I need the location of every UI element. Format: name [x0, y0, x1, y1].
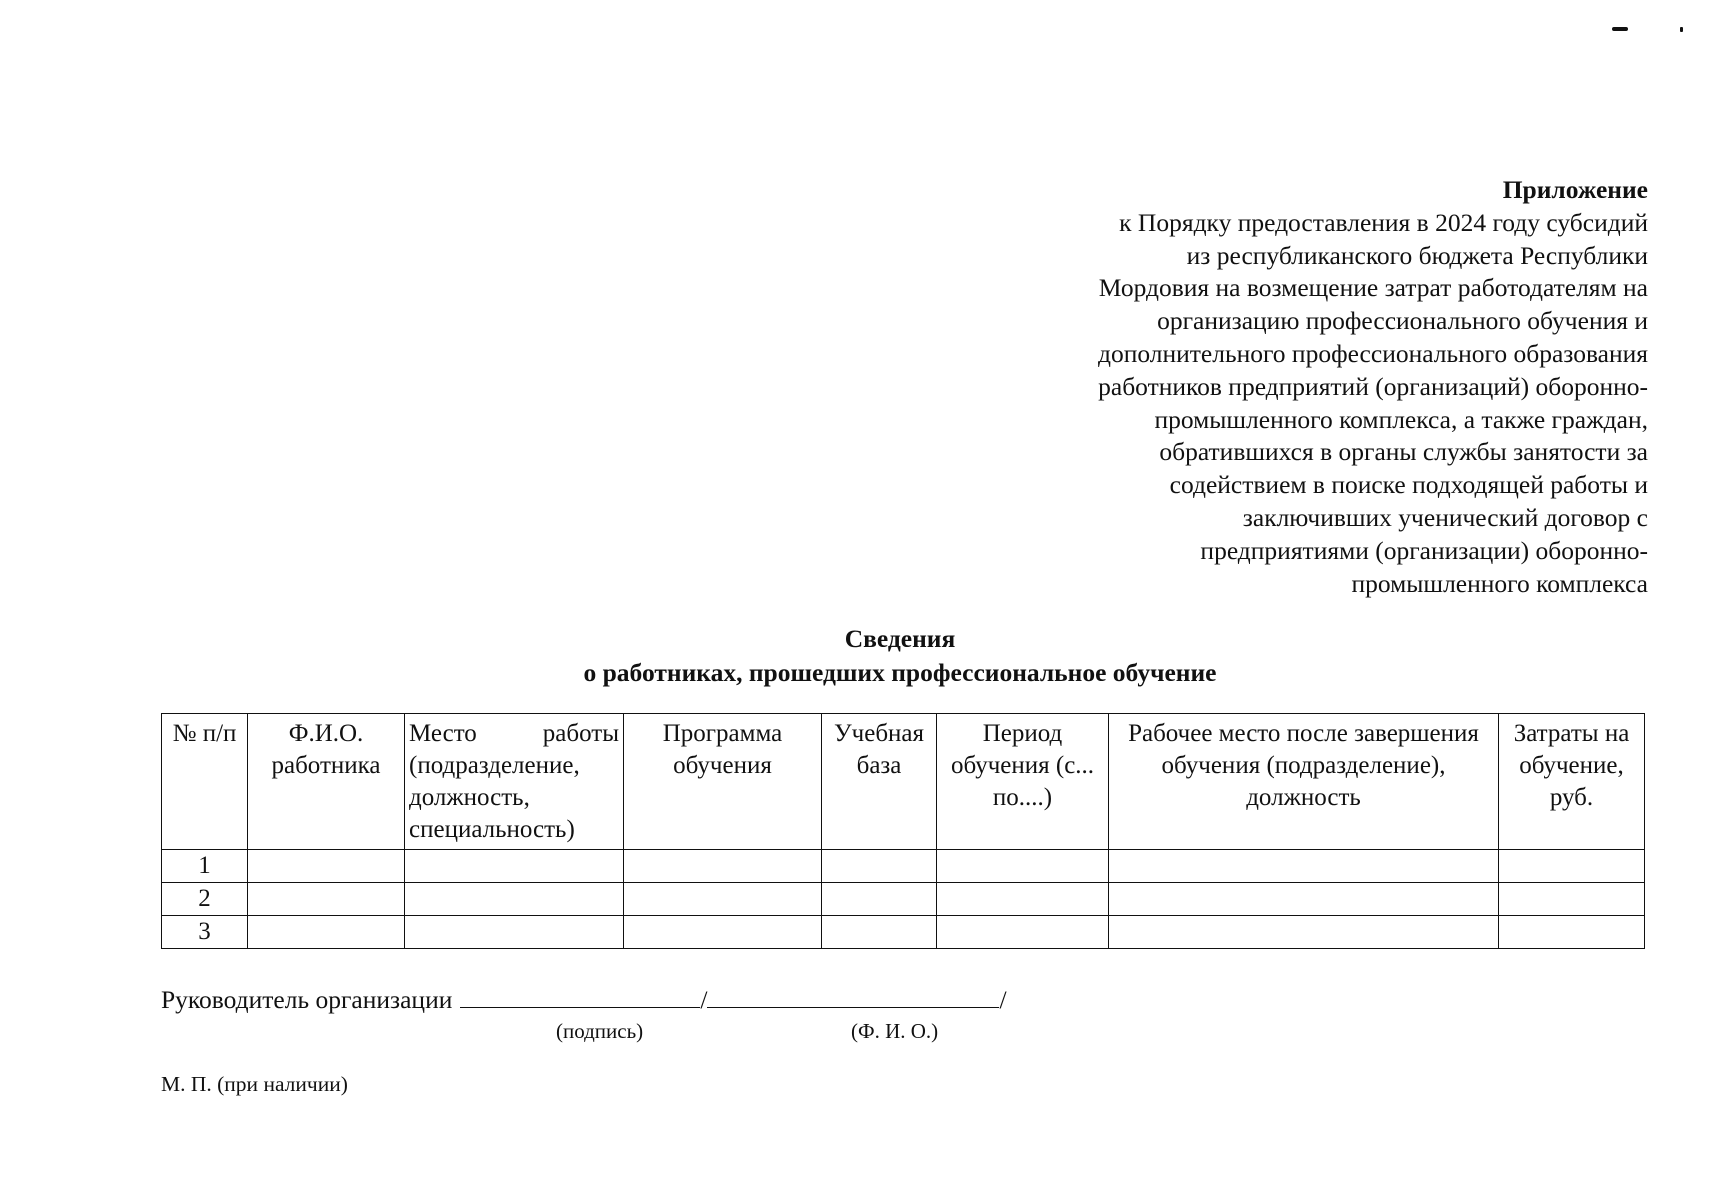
column-header-program: Программа обучения — [624, 714, 822, 850]
signature-closing: / — [999, 985, 1007, 1014]
table-cell — [1499, 850, 1645, 883]
appendix-line: дополнительного профессионального образования — [1097, 338, 1648, 368]
employees-table — [161, 713, 1645, 949]
column-header-number: № п/п — [162, 714, 248, 850]
appendix-block — [1008, 174, 1648, 600]
table-row — [162, 850, 1645, 883]
appendix-line: промышленного комплекса, а также граждан, — [1154, 404, 1648, 434]
column-header-workplace: Место работы (подразделение, должность, специальность) — [405, 714, 624, 850]
table-cell — [937, 850, 1109, 883]
row-number: 3 — [162, 916, 248, 949]
table-cell — [1109, 850, 1499, 883]
table-cell — [822, 850, 937, 883]
table-cell — [248, 916, 405, 949]
appendix-line: из республиканского бюджета Республики — [1186, 240, 1648, 270]
appendix-line: содействием в поиске подходящей работы и — [1169, 470, 1648, 500]
appendix-title: Приложение — [1502, 175, 1648, 204]
stamp-note: М. П. (при наличии) — [161, 1072, 348, 1096]
table-cell — [1499, 883, 1645, 916]
table-cell — [1109, 916, 1499, 949]
appendix-line: организацию профессионального обучения и — [1157, 306, 1648, 336]
row-number: 1 — [162, 850, 248, 883]
table-cell — [405, 916, 624, 949]
table-cell — [248, 850, 405, 883]
appendix-line: обратившихся в органы службы занятости за — [1159, 437, 1648, 467]
table-cell — [1109, 883, 1499, 916]
signature-caption: (подпись) — [556, 1019, 644, 1043]
table-cell — [624, 850, 822, 883]
column-header-costs: Затраты на обучение, руб. — [1499, 714, 1645, 850]
table-cell — [405, 850, 624, 883]
appendix-line: к Порядку предоставления в 2024 году субсидий — [1119, 207, 1648, 237]
table-cell — [822, 916, 937, 949]
column-header-training-base: Учебная база — [822, 714, 937, 850]
column-header-workplace-after: Рабочее место после завершения обучения (подразделение), должность — [1109, 714, 1499, 850]
column-header-period: Период обучения (с... по....) — [937, 714, 1109, 850]
table-cell — [1499, 916, 1645, 949]
table-cell — [248, 883, 405, 916]
column-header-full-name: Ф.И.О. работника — [248, 714, 405, 850]
signature-line — [161, 981, 1007, 1016]
row-number: 2 — [162, 883, 248, 916]
signature-blank — [460, 981, 700, 1008]
table-cell — [624, 916, 822, 949]
table-cell — [822, 883, 937, 916]
appendix-line: промышленного комплекса — [1351, 568, 1648, 598]
table-cell — [937, 883, 1109, 916]
name-caption: (Ф. И. О.) — [851, 1019, 939, 1043]
table-cell — [624, 883, 822, 916]
signature-separator: / — [700, 985, 708, 1014]
table-header-row — [162, 714, 1645, 850]
appendix-line: Мордовия на возмещение затрат работодателям на — [1098, 273, 1648, 303]
name-blank — [707, 981, 999, 1008]
appendix-line: заключивших ученический договор с — [1242, 502, 1648, 532]
appendix-line: предприятиями (организации) оборонно- — [1200, 535, 1648, 565]
table-row — [162, 883, 1645, 916]
document-title: Сведения — [844, 624, 956, 653]
table-cell — [937, 916, 1109, 949]
appendix-line: работников предприятий (организаций) оборонно- — [1098, 371, 1648, 401]
scan-mark — [1680, 27, 1683, 32]
scan-mark — [1612, 27, 1628, 31]
table-row — [162, 916, 1645, 949]
table-cell — [405, 883, 624, 916]
document-subtitle: о работниках, прошедших профессиональное обучение — [583, 658, 1217, 687]
signature-label: Руководитель организации — [161, 985, 453, 1014]
